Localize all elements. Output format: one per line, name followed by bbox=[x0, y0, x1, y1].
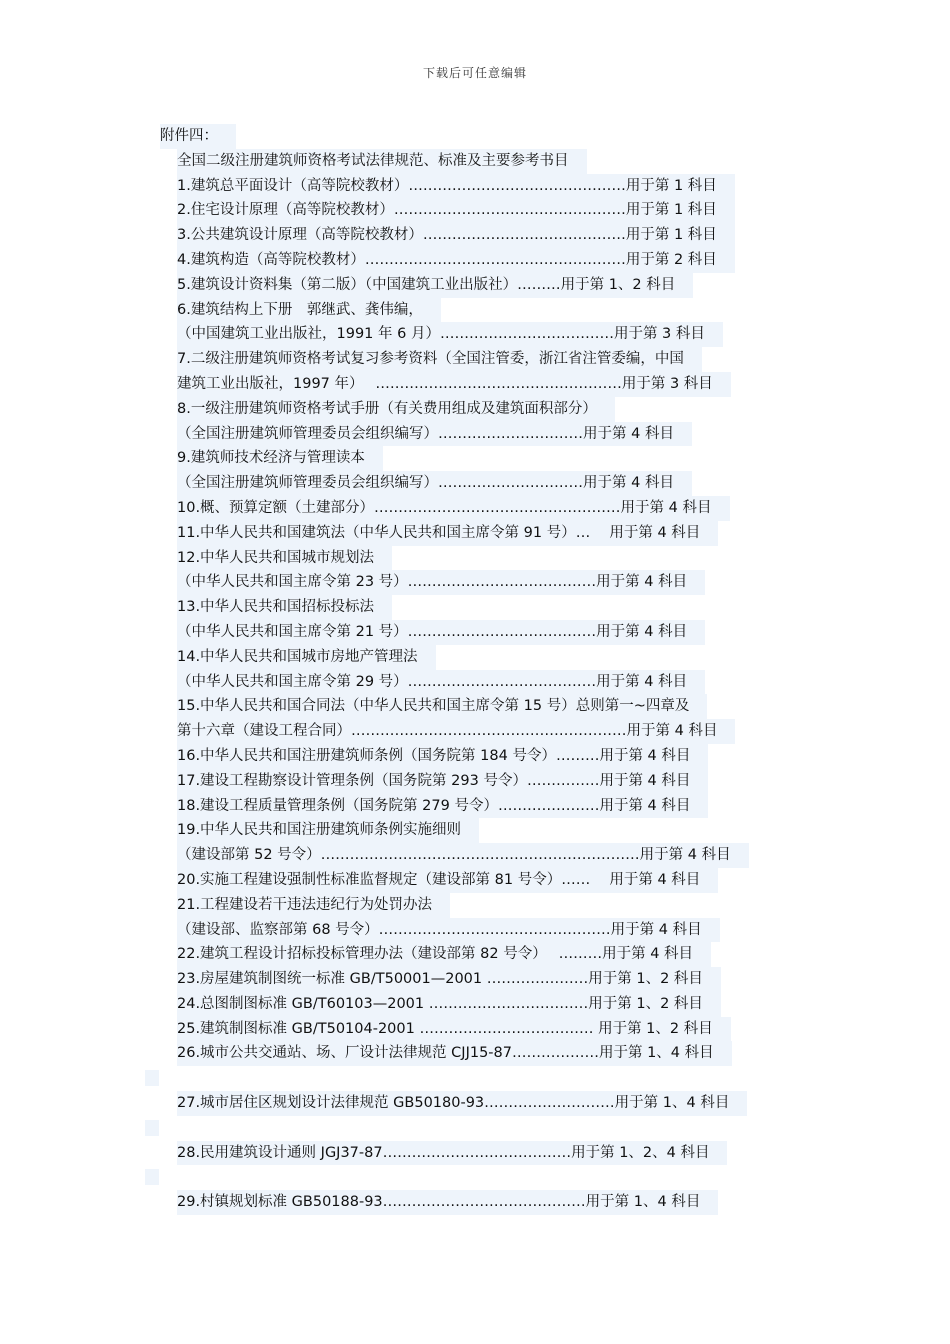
reference-line bbox=[0, 248, 950, 273]
blank-line bbox=[0, 1165, 950, 1190]
reference-text: 11.中华人民共和国建筑法（中华人民共和国主席令第 91 号）… 用于第 4 科目 bbox=[177, 521, 718, 546]
reference-line bbox=[0, 843, 950, 868]
blank-line bbox=[0, 1116, 950, 1141]
reference-text: 13.中华人民共和国招标投标法 bbox=[177, 595, 392, 620]
reference-text: 5.建筑设计资料集（第二版）（中国建筑工业出版社）………用于第 1、2 科目 bbox=[177, 273, 693, 298]
reference-line bbox=[0, 1141, 950, 1166]
reference-text: 26.城市公共交通站、场、厂设计法律规范 CJJ15-87………………用于第 1、4 科目 bbox=[177, 1041, 732, 1066]
reference-line bbox=[0, 942, 950, 967]
reference-text: 3.公共建筑设计原理（高等院校教材）……………………………………用于第 1 科目 bbox=[177, 223, 735, 248]
reference-text: 7.二级注册建筑师资格考试复习参考资料（全国注管委，浙江省注管委编，中国 bbox=[177, 347, 702, 372]
reference-line bbox=[0, 1041, 950, 1066]
reference-text: 23.房屋建筑制图统一标准 GB/T50001—2001 …………………用于第 1、2 科目 bbox=[177, 967, 721, 992]
document-title-line bbox=[0, 149, 950, 174]
reference-text: 8.一级注册建筑师资格考试手册（有关费用组成及建筑面积部分） bbox=[177, 397, 615, 422]
reference-text: 17.建设工程勘察设计管理条例（国务院第 293 号令）……………用于第 4 科目 bbox=[177, 769, 708, 794]
reference-line bbox=[0, 719, 950, 744]
reference-line bbox=[0, 645, 950, 670]
reference-line bbox=[0, 372, 950, 397]
reference-line bbox=[0, 546, 950, 571]
page-header: 下载后可任意编辑 bbox=[422, 66, 527, 80]
reference-text: 10.概、预算定额（土建部分）……………………………………………用于第 4 科目 bbox=[177, 496, 730, 521]
reference-text: （全国注册建筑师管理委员会组织编写）…………………………用于第 4 科目 bbox=[177, 471, 692, 496]
reference-text: （中华人民共和国主席令第 23 号）…………………………………用于第 4 科目 bbox=[177, 570, 705, 595]
attachment-label: 附件四： bbox=[160, 124, 236, 149]
reference-line bbox=[0, 471, 950, 496]
reference-line bbox=[0, 273, 950, 298]
reference-line bbox=[0, 298, 950, 323]
attachment-label-line bbox=[0, 124, 950, 149]
reference-line bbox=[0, 694, 950, 719]
reference-text: 建筑工业出版社，1997 年） ……………………………………………用于第 3 科目 bbox=[177, 372, 731, 397]
reference-text: 6.建筑结构上下册 郭继武、龚伟编， bbox=[177, 298, 441, 323]
reference-line bbox=[0, 967, 950, 992]
reference-line bbox=[0, 992, 950, 1017]
reference-line bbox=[0, 868, 950, 893]
reference-text: 15.中华人民共和国合同法（中华人民共和国主席令第 15 号）总则第一~四章及 bbox=[177, 694, 707, 719]
reference-text: 4.建筑构造（高等院校教材）………………………………………………用于第 2 科目 bbox=[177, 248, 735, 273]
reference-text: 29.村镇规划标准 GB50188-93……………………………………用于第 1、4 科目 bbox=[177, 1190, 718, 1215]
reference-line bbox=[0, 521, 950, 546]
highlight-mark bbox=[145, 1120, 159, 1136]
document-body bbox=[0, 124, 950, 1215]
reference-text: 22.建筑工程设计招标投标管理办法（建设部第 82 号令） ………用于第 4 科目 bbox=[177, 942, 711, 967]
reference-line bbox=[0, 1190, 950, 1215]
reference-text: 1.建筑总平面设计（高等院校教材）………………………………………用于第 1 科目 bbox=[177, 174, 735, 199]
reference-line bbox=[0, 670, 950, 695]
reference-line bbox=[0, 174, 950, 199]
reference-text: 28.民用建筑设计通则 JGJ37-87…………………………………用于第 1、2、4 科目 bbox=[177, 1141, 727, 1166]
reference-text: （中国建筑工业出版社，1991 年 6 月）………………………………用于第 3 科目 bbox=[177, 322, 723, 347]
reference-line bbox=[0, 223, 950, 248]
reference-line bbox=[0, 496, 950, 521]
highlight-mark bbox=[145, 1070, 159, 1086]
reference-line bbox=[0, 570, 950, 595]
reference-text: （建设部第 52 号令）…………………………………………………………用于第 4 科目 bbox=[177, 843, 749, 868]
reference-text: 20.实施工程建设强制性标准监督规定（建设部第 81 号令）…… 用于第 4 科目 bbox=[177, 868, 718, 893]
reference-line bbox=[0, 1017, 950, 1042]
reference-text: 21.工程建设若干违法违纪行为处罚办法 bbox=[177, 893, 450, 918]
reference-text: 18.建设工程质量管理条例（国务院第 279 号令）…………………用于第 4 科目 bbox=[177, 794, 708, 819]
document-title: 全国二级注册建筑师资格考试法律规范、标准及主要参考书目 bbox=[177, 149, 587, 174]
reference-text: 16.中华人民共和国注册建筑师条例（国务院第 184 号令）………用于第 4 科目 bbox=[177, 744, 708, 769]
reference-line bbox=[0, 893, 950, 918]
highlight-mark bbox=[145, 1169, 159, 1185]
reference-text: （全国注册建筑师管理委员会组织编写）…………………………用于第 4 科目 bbox=[177, 422, 692, 447]
reference-text: 24.总图制图标准 GB/T60103—2001 ……………………………用于第 1、2 科目 bbox=[177, 992, 721, 1017]
reference-line bbox=[0, 794, 950, 819]
blank-line bbox=[0, 1066, 950, 1091]
reference-line bbox=[0, 744, 950, 769]
reference-text: 27.城市居住区规划设计法律规范 GB50180-93………………………用于第 1、4 科目 bbox=[177, 1091, 747, 1116]
reference-line bbox=[0, 422, 950, 447]
reference-line bbox=[0, 1091, 950, 1116]
reference-line bbox=[0, 322, 950, 347]
reference-line bbox=[0, 769, 950, 794]
reference-line bbox=[0, 595, 950, 620]
reference-text: 9.建筑师技术经济与管理读本 bbox=[177, 446, 383, 471]
reference-line bbox=[0, 918, 950, 943]
reference-text: 14.中华人民共和国城市房地产管理法 bbox=[177, 645, 436, 670]
reference-text: 12.中华人民共和国城市规划法 bbox=[177, 546, 392, 571]
reference-text: 第十六章（建设工程合同）…………………………………………………用于第 4 科目 bbox=[177, 719, 735, 744]
reference-text: （建设部、监察部第 68 号令）…………………………………………用于第 4 科目 bbox=[177, 918, 720, 943]
reference-line bbox=[0, 620, 950, 645]
reference-line bbox=[0, 446, 950, 471]
reference-line bbox=[0, 818, 950, 843]
reference-line bbox=[0, 397, 950, 422]
reference-text: 25.建筑制图标准 GB/T50104-2001 ……………………………… 用于第 1、2 科目 bbox=[177, 1017, 731, 1042]
reference-line bbox=[0, 347, 950, 372]
reference-text: 19.中华人民共和国注册建筑师条例实施细则 bbox=[177, 818, 479, 843]
reference-list bbox=[0, 174, 950, 1215]
reference-text: （中华人民共和国主席令第 29 号）…………………………………用于第 4 科目 bbox=[177, 670, 705, 695]
reference-line bbox=[0, 198, 950, 223]
reference-text: （中华人民共和国主席令第 21 号）…………………………………用于第 4 科目 bbox=[177, 620, 705, 645]
reference-text: 2.住宅设计原理（高等院校教材）…………………………………………用于第 1 科目 bbox=[177, 198, 735, 223]
